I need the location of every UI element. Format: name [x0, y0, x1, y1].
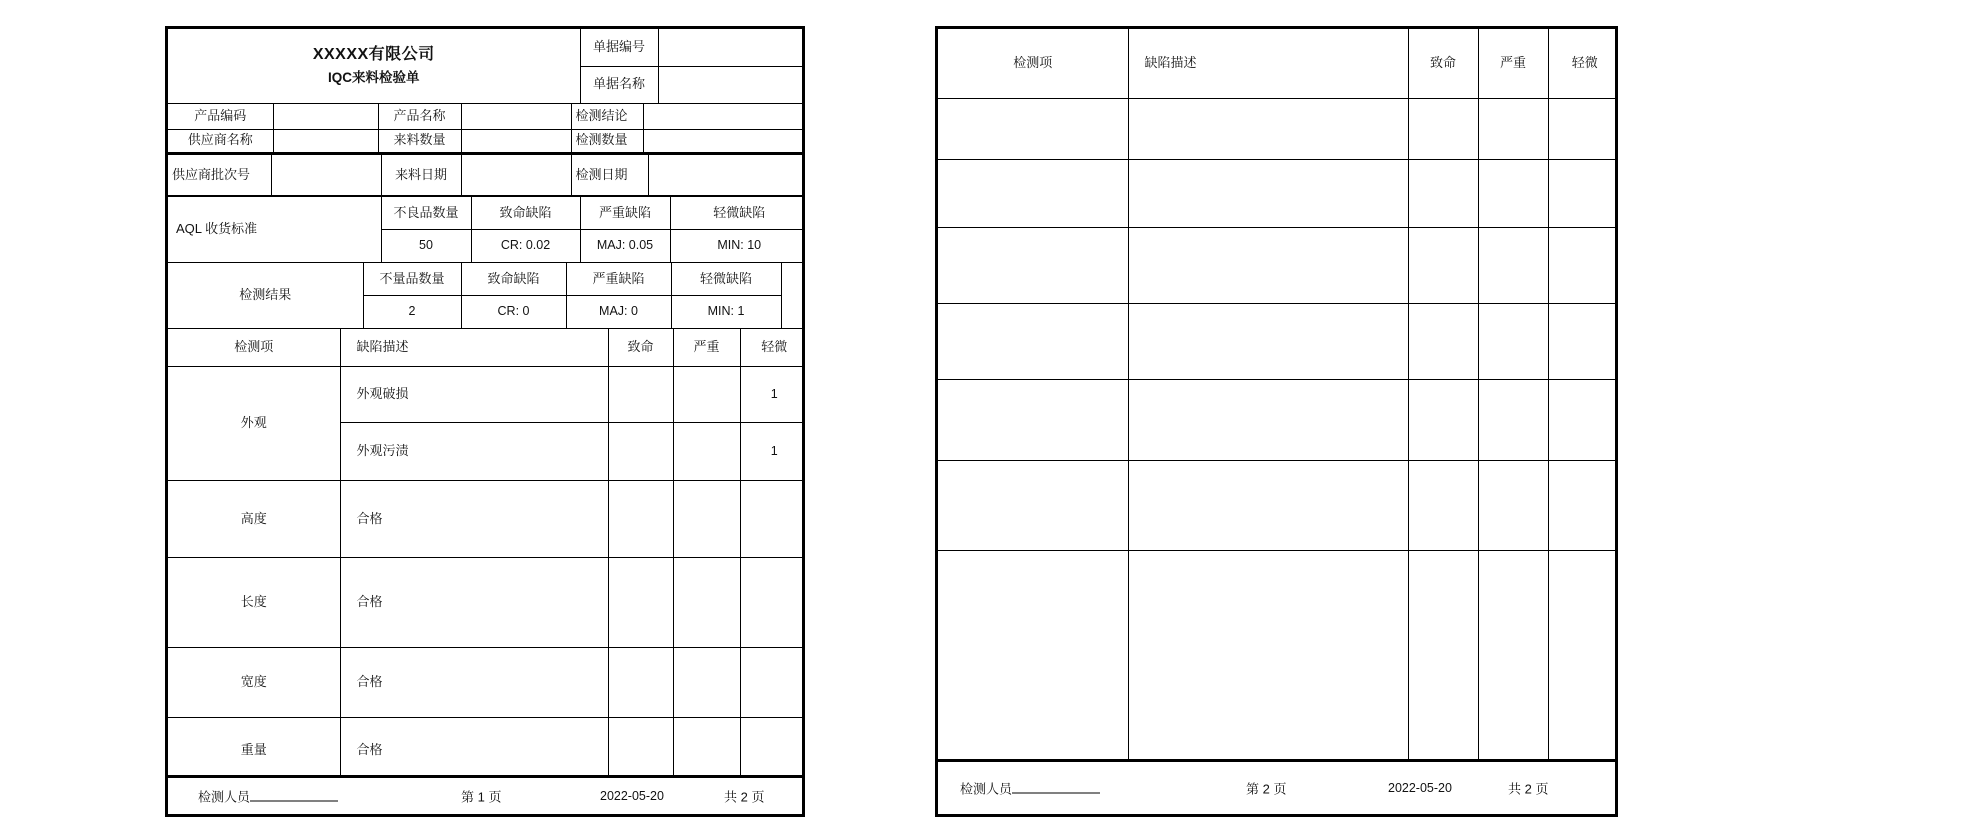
detail-table-continued: [938, 29, 1618, 769]
inspector-label: 检测人员: [198, 789, 251, 805]
detail-table: [168, 328, 805, 784]
aql-minor-value: MIN: 10: [670, 230, 805, 263]
aql-standard-label: AQL 收货标准: [168, 197, 381, 263]
col-header-minor: 轻微: [1548, 29, 1618, 98]
empty-cell: [1408, 460, 1478, 550]
empty-cell: [938, 227, 1128, 303]
empty-cell: [1128, 460, 1408, 550]
result-minor-header: 轻微缺陷: [671, 263, 781, 296]
product-code-value: [273, 103, 378, 129]
result-critical-header: 致命缺陷: [461, 263, 566, 296]
empty-table-row: [938, 303, 1618, 379]
empty-cell: [1408, 550, 1478, 768]
critical-count-cell: [608, 481, 673, 558]
result-defect-qty-value: 2: [363, 296, 461, 329]
empty-cell: [1408, 227, 1478, 303]
supplier-name-label: 供应商名称: [168, 129, 273, 153]
empty-cell: [1478, 460, 1548, 550]
major-count-cell: [673, 648, 740, 718]
result-major-value: MAJ: 0: [566, 296, 671, 329]
table-row: [168, 718, 805, 784]
table-row: [168, 481, 805, 558]
inspect-result-block: [168, 262, 805, 329]
aql-minor-header: 轻微缺陷: [670, 197, 805, 230]
doc-name-value: [658, 66, 805, 103]
desc-cell: 外观污渍: [340, 423, 608, 481]
desc-cell: 合格: [340, 648, 608, 718]
empty-cell: [1408, 303, 1478, 379]
col-header-item: 检测项: [938, 29, 1128, 98]
empty-table-row: [938, 550, 1618, 768]
empty-cell: [1478, 227, 1548, 303]
desc-cell: 合格: [340, 558, 608, 648]
critical-count-cell: [608, 648, 673, 718]
empty-cell: [1548, 227, 1618, 303]
col-header-major: 严重: [673, 329, 740, 367]
col-header-desc: 缺陷描述: [1128, 29, 1408, 98]
inspector-signature: [198, 787, 338, 806]
major-count-cell: [673, 718, 740, 784]
empty-cell: [1548, 550, 1618, 768]
inspect-qty-value: [643, 129, 805, 153]
empty-table-row: [938, 159, 1618, 227]
empty-cell: [1478, 379, 1548, 460]
empty-cell: [938, 460, 1128, 550]
aql-defect-qty-header: 不良品数量: [381, 197, 471, 230]
empty-cell: [1478, 98, 1548, 159]
product-name-label: 产品名称: [378, 103, 461, 129]
empty-cell: [1478, 159, 1548, 227]
page-footer: [938, 759, 1615, 814]
empty-cell: [1128, 303, 1408, 379]
col-header-desc: 缺陷描述: [340, 329, 608, 367]
critical-count-cell: [608, 718, 673, 784]
incoming-date-value: [461, 154, 571, 196]
result-critical-value: CR: 0: [461, 296, 566, 329]
inspect-qty-label: 检测数量: [571, 129, 643, 153]
aql-critical-header: 致命缺陷: [471, 197, 580, 230]
inspector-signature: [960, 779, 1100, 798]
col-header-critical: 致命: [1408, 29, 1478, 98]
minor-count-cell: [740, 718, 805, 784]
empty-cell: [1548, 98, 1618, 159]
empty-table-row: [938, 460, 1618, 550]
item-cell-height: 高度: [168, 481, 340, 558]
col-header-minor: 轻微: [740, 329, 805, 367]
major-count-cell: [673, 481, 740, 558]
result-defect-qty-header: 不量品数量: [363, 263, 461, 296]
inspect-date-value: [648, 154, 805, 196]
product-name-value: [461, 103, 571, 129]
empty-cell: [938, 550, 1128, 768]
aql-defect-qty-value: 50: [381, 230, 471, 263]
critical-count-cell: [608, 423, 673, 481]
header-block: [168, 29, 805, 104]
desc-cell: 外观破损: [340, 367, 608, 423]
iqc-form-page-1: [165, 26, 805, 817]
footer-date: 2022-05-20: [600, 789, 664, 803]
empty-cell: [1128, 159, 1408, 227]
minor-count-cell: [740, 558, 805, 648]
desc-cell: 合格: [340, 481, 608, 558]
minor-count-cell: 1: [740, 423, 805, 481]
total-pages: 共 2 页: [1508, 781, 1549, 797]
major-count-cell: [673, 367, 740, 423]
empty-cell: [1548, 379, 1618, 460]
inspector-label: 检测人员: [960, 781, 1013, 797]
desc-cell: 合格: [340, 718, 608, 784]
minor-count-cell: [740, 481, 805, 558]
result-major-header: 严重缺陷: [566, 263, 671, 296]
empty-cell: [938, 98, 1128, 159]
incoming-qty-label: 来料数量: [378, 129, 461, 153]
col-header-major: 严重: [1478, 29, 1548, 98]
supplier-name-value: [273, 129, 378, 153]
empty-table-row: [938, 98, 1618, 159]
company-name: XXXXX有限公司: [312, 45, 435, 63]
aql-standard-block: [168, 196, 805, 263]
table-row: [168, 558, 805, 648]
inspect-conclusion-label: 检测结论: [571, 103, 643, 129]
empty-cell: [1478, 303, 1548, 379]
inspect-result-label: 检测结果: [168, 263, 363, 329]
minor-count-cell: [740, 648, 805, 718]
inspect-conclusion-value: [643, 103, 805, 129]
empty-cell: [938, 379, 1128, 460]
aql-major-header: 严重缺陷: [580, 197, 670, 230]
empty-table-row: [938, 227, 1618, 303]
result-spare-cell: [781, 263, 805, 329]
iqc-form-page-2: [935, 26, 1618, 817]
col-header-critical: 致命: [608, 329, 673, 367]
inspect-date-label: 检测日期: [571, 154, 648, 196]
empty-cell: [1128, 98, 1408, 159]
empty-cell: [938, 303, 1128, 379]
empty-table-row: [938, 379, 1618, 460]
form-title: IQC来料检验单: [327, 69, 420, 85]
empty-cell: [1408, 379, 1478, 460]
empty-cell: [1548, 159, 1618, 227]
empty-cell: [1548, 460, 1618, 550]
table-row: [168, 648, 805, 718]
minor-count-cell: 1: [740, 367, 805, 423]
item-cell-weight: 重量: [168, 718, 340, 784]
supplier-batch-label: 供应商批次号: [168, 154, 271, 196]
item-cell-width: 宽度: [168, 648, 340, 718]
major-count-cell: [673, 558, 740, 648]
critical-count-cell: [608, 367, 673, 423]
page-number: 第 2 页: [1246, 781, 1287, 797]
page-number: 第 1 页: [461, 789, 502, 805]
empty-cell: [1128, 379, 1408, 460]
footer-date: 2022-05-20: [1388, 781, 1452, 795]
item-cell-length: 长度: [168, 558, 340, 648]
doc-no-label: 单据编号: [580, 29, 658, 66]
incoming-qty-value: [461, 129, 571, 153]
empty-cell: [1128, 550, 1408, 768]
info-block: [168, 103, 805, 155]
empty-cell: [1548, 303, 1618, 379]
critical-count-cell: [608, 558, 673, 648]
supplier-batch-value: [271, 154, 381, 196]
result-minor-value: MIN: 1: [671, 296, 781, 329]
table-row: [168, 367, 805, 423]
incoming-date-label: 来料日期: [381, 154, 461, 196]
company-title-cell: [168, 29, 580, 103]
page-footer: [168, 775, 802, 814]
empty-cell: [1478, 550, 1548, 768]
empty-cell: [1408, 159, 1478, 227]
product-code-label: 产品编码: [168, 103, 273, 129]
aql-major-value: MAJ: 0.05: [580, 230, 670, 263]
aql-critical-value: CR: 0.02: [471, 230, 580, 263]
empty-cell: [1408, 98, 1478, 159]
col-header-item: 检测项: [168, 329, 340, 367]
doc-no-value: [658, 29, 805, 66]
item-cell-appearance: 外观: [168, 367, 340, 481]
total-pages: 共 2 页: [724, 789, 765, 805]
empty-cell: [1128, 227, 1408, 303]
empty-cell: [938, 159, 1128, 227]
major-count-cell: [673, 423, 740, 481]
batch-block: [168, 154, 805, 198]
doc-name-label: 单据名称: [580, 66, 658, 103]
signature-line: [250, 789, 338, 802]
signature-line: [1012, 781, 1100, 794]
